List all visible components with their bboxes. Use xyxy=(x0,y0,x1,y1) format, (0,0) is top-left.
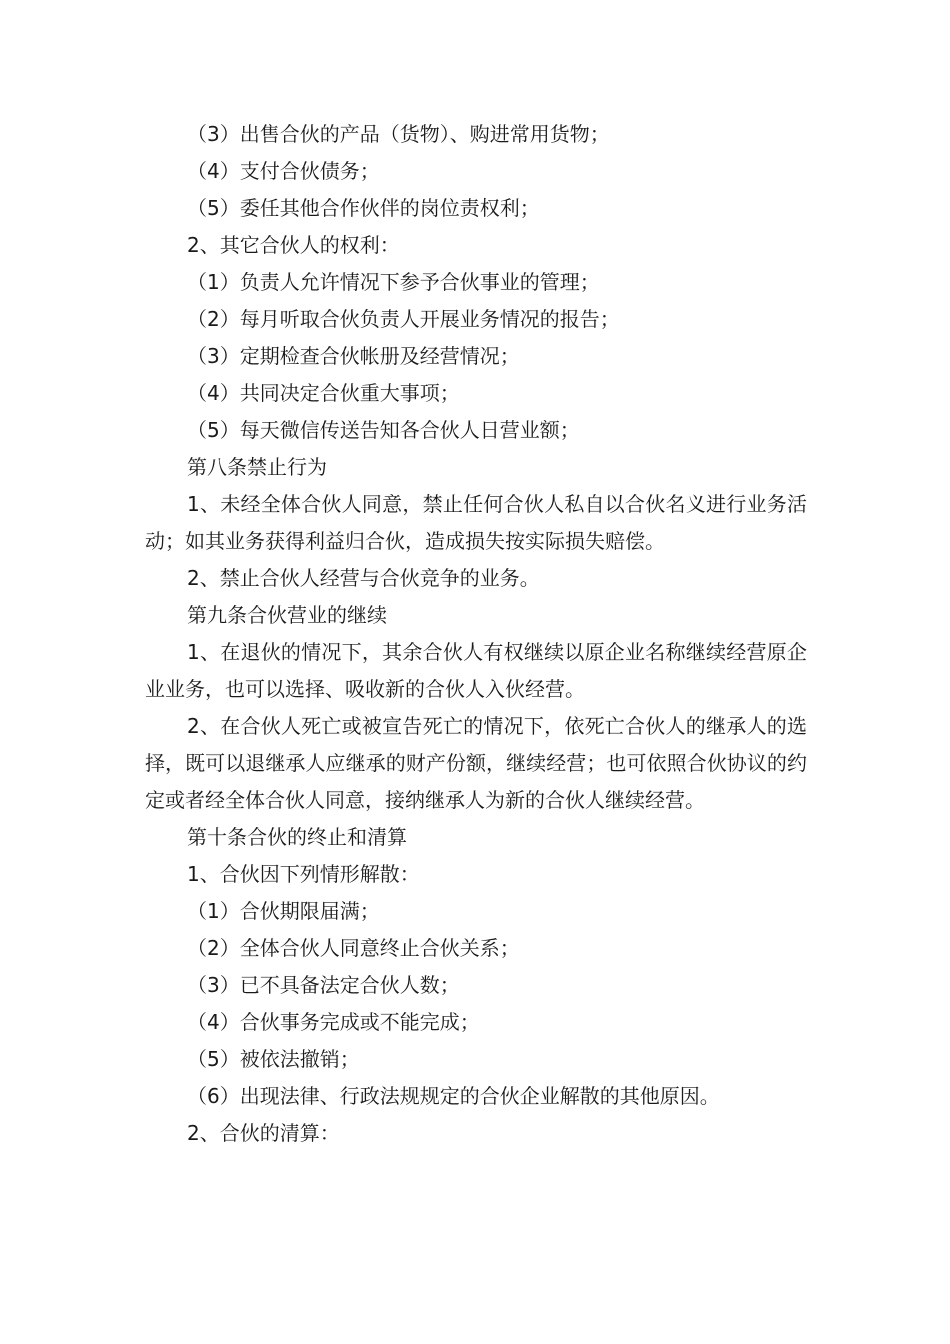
paragraph-dissolution-4: （4）合伙事务完成或不能完成； xyxy=(187,1010,480,1034)
section-heading-article-9: 第九条合伙营业的继续 xyxy=(187,603,387,627)
paragraph-other-partners-rights: 2、其它合伙人的权利： xyxy=(187,233,400,257)
paragraph-continuation-2: 2、在合伙人死亡或被宣告死亡的情况下，依死亡合伙人的继承人的选择，既可以退继承人应继承的财产份额，继续经营；也可依照合伙协议的约定或者经全体合伙人同意，接纳继承人为新的合伙人继续经营。 xyxy=(145,714,807,812)
section-heading-article-10: 第十条合伙的终止和清算 xyxy=(187,825,407,849)
paragraph-dissolution-1: （1）合伙期限届满； xyxy=(187,899,380,923)
paragraph-item-3: （3）出售合伙的产品（货物）、购进常用货物； xyxy=(187,122,610,146)
paragraph-liquidation: 2、合伙的清算： xyxy=(187,1121,340,1145)
paragraph-dissolution-intro: 1、合伙因下列情形解散： xyxy=(187,862,420,886)
paragraph-prohibition-1: 1、未经全体合伙人同意，禁止任何合伙人私自以合伙名义进行业务活动；如其业务获得利益归合伙，造成损失按实际损失赔偿。 xyxy=(145,492,807,553)
paragraph-rights-3: （3）定期检查合伙帐册及经营情况； xyxy=(187,344,520,368)
paragraph-continuation-1: 1、在退伙的情况下，其余合伙人有权继续以原企业名称继续经营原企业业务，也可以选择、吸收新的合伙人入伙经营。 xyxy=(145,640,807,701)
paragraph-item-4: （4）支付合伙债务； xyxy=(187,159,380,183)
paragraph-rights-4: （4）共同决定合伙重大事项； xyxy=(187,381,460,405)
paragraph-item-5: （5）委任其他合作伙伴的岗位责权利； xyxy=(187,196,540,220)
section-heading-article-8: 第八条禁止行为 xyxy=(187,455,327,479)
paragraph-dissolution-5: （5）被依法撤销； xyxy=(187,1047,360,1071)
document-body xyxy=(145,116,807,1152)
paragraph-dissolution-3: （3）已不具备法定合伙人数； xyxy=(187,973,460,997)
paragraph-prohibition-2: 2、禁止合伙人经营与合伙竞争的业务。 xyxy=(187,566,540,590)
paragraph-rights-1: （1）负责人允许情况下参予合伙事业的管理； xyxy=(187,270,600,294)
paragraph-dissolution-2: （2）全体合伙人同意终止合伙关系； xyxy=(187,936,520,960)
paragraph-dissolution-6: （6）出现法律、行政法规规定的合伙企业解散的其他原因。 xyxy=(187,1084,720,1108)
paragraph-rights-5: （5）每天微信传送告知各合伙人日营业额； xyxy=(187,418,580,442)
paragraph-rights-2: （2）每月听取合伙负责人开展业务情况的报告； xyxy=(187,307,620,331)
